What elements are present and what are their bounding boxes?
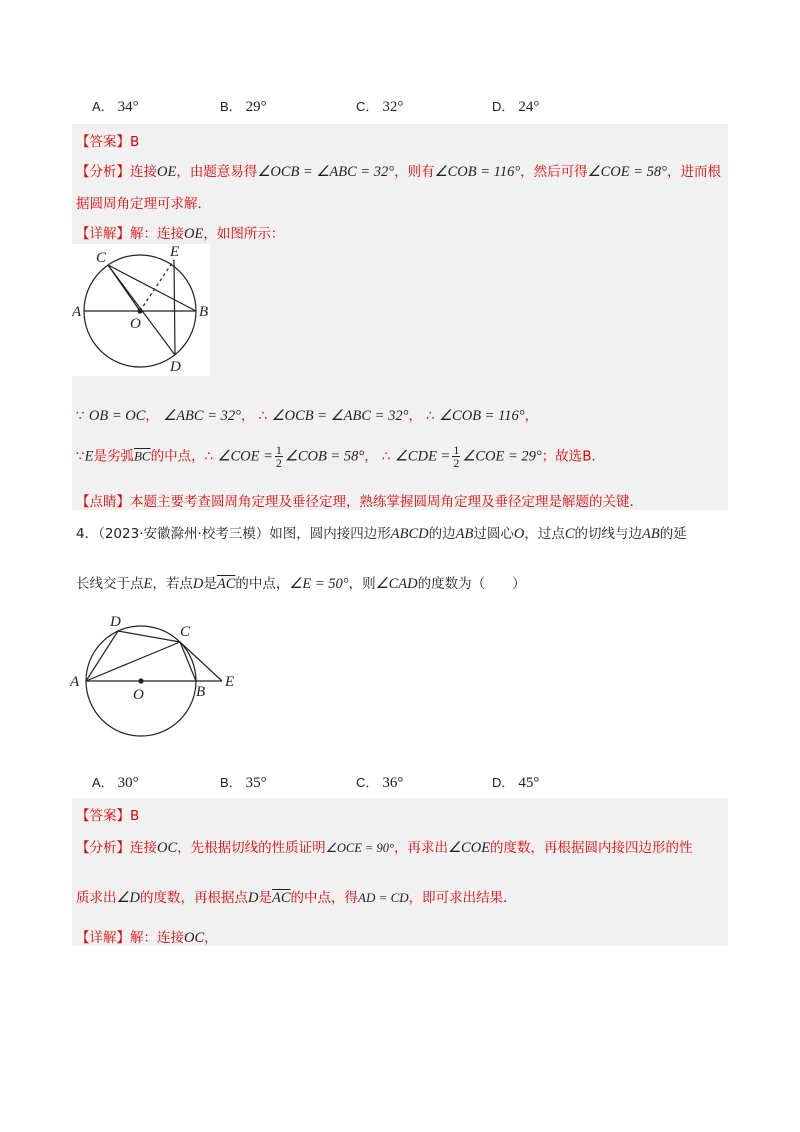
label-e: E [225,674,235,690]
text: 解：连接 [130,930,184,946]
text: 是 [258,890,272,906]
q3-comment [76,490,643,510]
choice: B [582,448,592,465]
option-label: A． [92,99,114,114]
q4-answer [76,804,139,824]
math-ad-cd: AD = CD [358,890,409,905]
label-a: A [72,304,82,320]
math-o: O [513,526,525,542]
tangent-ce [180,642,222,681]
option-value: 29° [245,99,267,115]
text: ；故选 [541,448,583,465]
text: ，先根据切线的性质证明 [177,840,326,856]
option-value: 30° [117,775,139,791]
figure-1-svg [72,244,210,376]
label-e: E [170,244,180,260]
q3-analysis-line-2 [76,192,211,212]
text: 长线交于点 [76,576,144,592]
math-cob: ∠COB = 116° [434,164,521,180]
therefore-symbol: ∴ [382,448,391,465]
option-value: 36° [382,775,404,791]
comment-tag: 【点睛】 [76,494,130,510]
math-e: E [143,576,153,592]
text: ， [240,408,255,424]
option-label: B． [220,775,242,790]
answer-value: B [130,808,140,824]
math-angle-cad: ∠CAD [375,576,418,592]
text: 解：连接 [130,226,184,242]
math-angle-e: ∠E = 50° [289,576,349,592]
text: 的切线与边 [574,526,643,542]
q4-option-c[interactable] [356,772,403,792]
text: ， [204,930,218,946]
detail-tag: 【详解】 [76,226,130,242]
figure-2-svg [70,606,250,756]
answer-tag: 【答案】 [76,134,130,150]
text: 的中点， [150,448,205,465]
text: 本题主要考查圆周角定理及垂径定理，熟练掌握圆周角定理及垂径定理是解题的关键． [130,494,643,510]
option-label: D． [492,775,515,790]
text: ． [591,448,605,465]
option-value: 45° [518,775,540,791]
q4-detail-line [76,926,218,947]
center-dot [138,678,143,683]
math-c: C [564,526,575,542]
therefore-symbol: ∴ [204,448,214,465]
fraction-half [275,444,283,469]
q4-option-a[interactable] [92,772,139,792]
text: ， [524,408,539,424]
analysis-tag: 【分析】 [76,840,130,856]
q4-solution-band [72,798,728,946]
q4-option-b[interactable] [220,772,267,792]
math-d: D [192,576,204,592]
text: 过圆心 [473,526,514,542]
arc-ac: $\overline{AC}$ [271,890,291,906]
math-abc: ∠ABC = 32° [163,408,241,424]
text: ，然后可得 [520,164,588,180]
text: 的中点， [235,576,290,592]
math-e: E [84,448,94,465]
chord-ed [174,260,175,355]
text: 连接 [130,840,157,856]
option-value: 32° [382,99,404,115]
q4-analysis-line-1 [76,836,693,857]
detail-tag: 【详解】 [76,930,130,946]
question-source: （2023·安徽滁州·校考三模） [98,526,270,542]
text: 的延 [659,526,687,542]
option-label: B． [220,99,242,114]
text: ，如图所示： [203,226,285,242]
q4-analysis-line-2 [76,886,517,907]
math-oce: ∠OCE = 90° [325,841,395,855]
math-oc: OC [184,930,205,946]
math-d: D [247,890,259,906]
text: 的中点，得 [290,890,358,906]
option-value: 24° [518,99,540,115]
text: 的度数，再根据点 [139,890,248,906]
label-o: O [133,687,144,703]
text: ， [145,408,159,424]
text: ，即可求出结果． [408,890,517,906]
chord-cb [108,265,196,311]
label-b: B [196,684,206,700]
text: 质求出 [76,890,117,906]
math-coe: ∠COE = [217,448,273,465]
math-cob: ∠COB = 58° [284,448,365,465]
analysis-tag: 【分析】 [76,164,130,180]
label-b: B [199,304,209,320]
option-label: A． [92,775,114,790]
option-value: 34° [117,99,139,115]
label-c: C [96,250,107,266]
text: ， [408,408,422,424]
q4-line-2 [76,572,526,593]
because-symbol: ∵ [76,448,85,465]
fraction-denominator: 2 [275,456,282,470]
arc-ac: $\overline{AC}$ [216,576,236,592]
side-dc [118,631,180,642]
math-angle-d: ∠D [116,890,140,906]
label-d: D [110,614,121,630]
option-value: 35° [245,775,267,791]
math-oe: OE [157,164,177,180]
q3-option-c[interactable] [356,96,403,116]
math-coe: ∠COE [448,840,491,856]
q4-option-d[interactable] [492,772,539,792]
fraction-numerator: 1 [453,443,460,457]
math-ocb-abc: ∠OCB = ∠ABC = 32° [257,164,395,180]
math-oe: OE [184,226,204,242]
text: 的度数为（ ） [417,576,526,592]
math-ab: AB [642,526,660,542]
because-symbol: ∵ [76,408,85,424]
diagonal-ac [86,642,180,681]
q3-answer [76,130,139,150]
fraction-half [452,444,460,469]
text: ，进而根 [666,164,721,180]
label-o: O [130,316,141,332]
text: 连接 [130,164,157,180]
q3-step-1 [76,404,538,425]
label-a: A [70,674,80,690]
math-cob: ∠COB = 116° [439,408,525,424]
fraction-denominator: 2 [453,456,460,470]
label-d: D [170,359,181,375]
q3-step-2 [76,444,605,469]
math-coe: ∠COE = 29° [462,448,542,465]
text: ，若点 [152,576,193,592]
figure-2 [70,606,250,756]
math-abcd: ABCD [390,526,429,542]
answer-tag: 【答案】 [76,808,130,824]
text: 如图，圆内接四边形 [269,526,391,542]
text: 是劣弧 [93,448,134,465]
math-ocb-abc: ∠OCB = ∠ABC = 32° [271,408,409,424]
q3-options [92,96,732,120]
arc-bc: $\overline{BC}$ [133,448,151,464]
therefore-symbol: ∴ [426,408,435,424]
q3-option-d[interactable] [492,96,539,116]
fraction-numerator: 1 [275,443,282,457]
math-coe: ∠COE = 58° [587,164,667,180]
text: ， [364,448,378,465]
option-label: C． [356,99,379,114]
answer-value: B [130,134,140,150]
figure-1 [72,244,210,376]
label-c: C [180,624,191,640]
text: 的边 [428,526,456,542]
math-ob-oc: OB = OC [88,408,146,424]
text: 据圆周角定理可求解． [76,196,211,212]
q4-options [92,772,732,796]
segment-oe [140,260,174,311]
side-cb [180,642,196,681]
therefore-symbol: ∴ [258,408,268,424]
question-number: 4． [76,526,99,542]
option-label: C． [356,775,379,790]
text: ，过点 [524,526,565,542]
side-ad [86,631,118,681]
option-label: D． [492,99,515,114]
q3-analysis-line-1 [76,160,721,181]
math-oc: OC [157,840,178,856]
text: ，则有 [394,164,435,180]
text: ，由题意易得 [176,164,258,180]
q4-line-1 [76,522,687,543]
text: ，再求出 [394,840,449,856]
q3-option-a[interactable] [92,96,139,116]
q3-detail-line [76,222,284,243]
text: 是 [203,576,217,592]
q3-option-b[interactable] [220,96,267,116]
math-cde: ∠CDE = [394,448,451,465]
center-dot [137,308,142,313]
text: ，则 [348,576,376,592]
math-ab: AB [455,526,474,542]
text: 的度数，再根据圆内接四边形的性 [490,840,693,856]
